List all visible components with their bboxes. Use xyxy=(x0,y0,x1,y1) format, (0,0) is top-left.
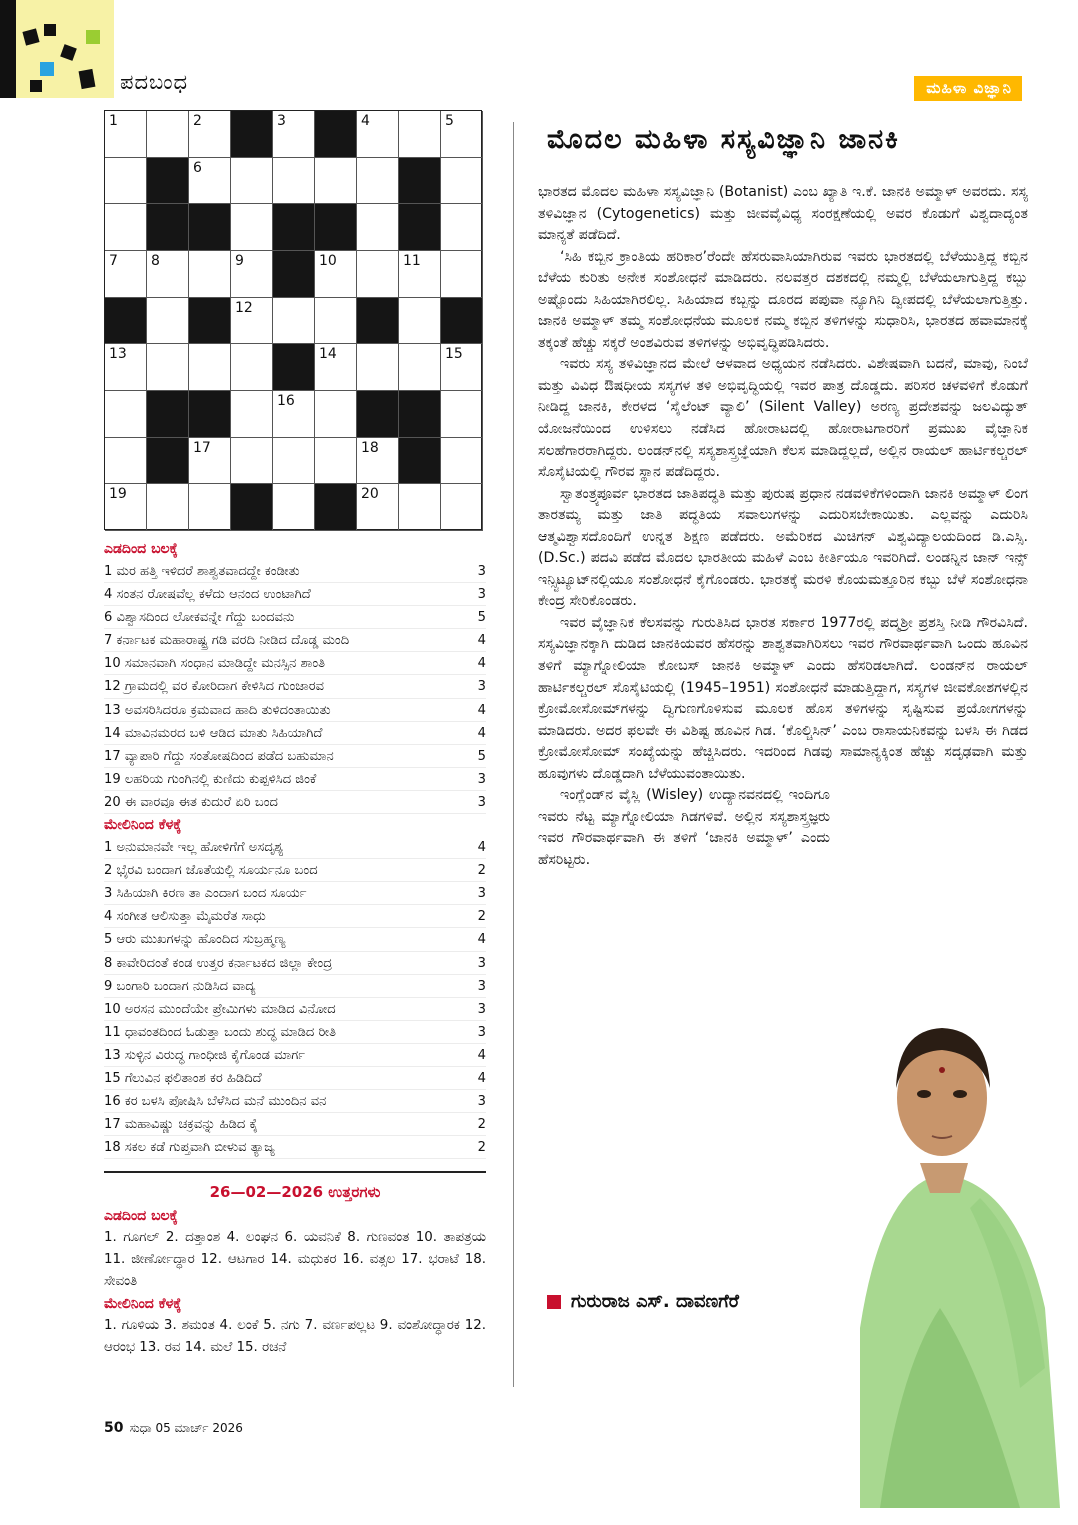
grid-cell[interactable] xyxy=(315,438,357,485)
grid-cell[interactable] xyxy=(231,251,273,298)
clue-item xyxy=(104,745,486,768)
grid-cell[interactable] xyxy=(273,438,315,485)
grid-cell[interactable] xyxy=(273,298,315,345)
clue-item xyxy=(104,1113,486,1136)
grid-cell[interactable] xyxy=(273,111,315,158)
clue-text: 11 ಧಾವಂತದಿಂದ ಓಡುತ್ತಾ ಬಂದು ಶುದ್ಧ ಮಾಡಿದ ರೀತಿ xyxy=(104,1024,337,1040)
byline-author: ಗುರುರಾಜ ಎಸ್. ದಾವಣಗೆರೆ xyxy=(571,1291,739,1312)
clue-item xyxy=(104,560,486,583)
cell-number: 14 xyxy=(319,346,337,363)
cell-number: 8 xyxy=(151,253,160,269)
black-cell xyxy=(399,391,441,438)
black-cell xyxy=(189,298,231,345)
clues-panel xyxy=(104,538,486,1359)
grid-cell[interactable] xyxy=(441,158,483,205)
clue-item xyxy=(104,1067,486,1090)
across-clue-list xyxy=(104,560,486,814)
clue-text: 4 ಸಂಗೀತ ಆಲಿಸುತ್ತಾ ಮೈಮರೆತ ಸಾಧು xyxy=(104,909,266,925)
page-number: 50 xyxy=(104,1420,124,1436)
grid-cell[interactable] xyxy=(273,158,315,205)
grid-cell[interactable] xyxy=(357,158,399,205)
clue-item xyxy=(104,1090,486,1113)
grid-cell[interactable] xyxy=(357,111,399,158)
section-tag: ಮಹಿಳಾ ವಿಜ್ಞಾನಿ xyxy=(914,76,1022,101)
black-cell xyxy=(399,438,441,485)
grid-cell[interactable] xyxy=(315,344,357,391)
grid-cell[interactable] xyxy=(441,111,483,158)
grid-cell[interactable] xyxy=(147,111,189,158)
clue-length: 3 xyxy=(477,1024,486,1040)
cell-number: 2 xyxy=(193,113,202,129)
clue-text: 17 ವ್ಯಾಪಾರಿ ಗೆದ್ದು ಸಂತೋಷದಿಂದ ಪಡೆದ ಬಹುಮಾನ xyxy=(104,748,334,764)
grid-cell[interactable] xyxy=(441,484,483,531)
grid-cell[interactable] xyxy=(315,158,357,205)
grid-cell[interactable] xyxy=(399,484,441,531)
grid-cell[interactable] xyxy=(105,158,147,205)
grid-cell[interactable] xyxy=(315,251,357,298)
clue-item xyxy=(104,975,486,998)
grid-cell[interactable] xyxy=(399,111,441,158)
black-cell xyxy=(441,298,483,345)
cell-number: 16 xyxy=(277,393,295,409)
answers-down-text: 1. ಗೂಳಿಯ 3. ಶಮಂತ 4. ಲಂಕೆ 5. ನಗು 7. ವರ್ಣಪಲ್ಲಟ 9. ವಂಶೋದ್ಧಾರಕ 12. ಆರಂಭ 13. ರವ 14. ಮಲೆ 15. ರಚನೆ xyxy=(104,1318,486,1356)
clue-length: 4 xyxy=(477,633,486,649)
cell-number: 7 xyxy=(109,253,118,269)
grid-cell[interactable] xyxy=(357,344,399,391)
clue-length: 3 xyxy=(477,978,486,994)
grid-cell[interactable] xyxy=(357,438,399,485)
clue-length: 5 xyxy=(477,748,486,764)
logo-square xyxy=(86,30,100,44)
clue-item xyxy=(104,1136,486,1159)
portrait-photo xyxy=(820,948,1060,1508)
section-title: ಪದಬಂಧ xyxy=(120,70,189,94)
clue-text: 5 ಆರು ಮುಖಗಳನ್ನು ಹೊಂದಿದ ಸುಬ್ರಹ್ಮಣ್ಯ xyxy=(104,932,286,948)
clue-item xyxy=(104,905,486,928)
clue-length: 4 xyxy=(477,725,486,741)
clue-text: 4 ಸಂತನ ರೋಷವೆಲ್ಲ ಕಳೆದು ಆನಂದ ಉಂಟಾಗಿದೆ xyxy=(104,587,311,603)
grid-cell[interactable] xyxy=(273,484,315,531)
grid-cell[interactable] xyxy=(441,251,483,298)
clue-text: 20 ಈ ವಾರವೂ ಈತ ಕುದುರೆ ಏರಿ ಬಂದ xyxy=(104,794,278,810)
article-paragraph: ಸ್ವಾತಂತ್ರ್ಯಪೂರ್ವ ಭಾರತದ ಜಾತಿಪದ್ಧತಿ ಮತ್ತು ಪುರುಷ ಪ್ರಧಾನ ನಡವಳಿಕೆಗಳಿಂದಾಗಿ ಜಾನಕಿ ಅಮ್ಮಾಳ್ ಲಿಂಗ ತಾರತಮ್ಯ ಮತ್ತು ಜಾತಿ ಪದ್ಧತಿಯ ಸವಾಲುಗಳನ್ನು ಎದುರಿಸಬೇಕಾಯಿತು. ಎಲ್ಲವನ್ನು ಎದುರಿಸಿ ಆತ್ಮವಿಶ್ವಾಸದೊಂದಿಗೆ ಉನ್ನತ ಶಿಕ್ಷಣ ಪಡೆದರು. ಅಮೆರಿಕದ ಮಿಚಿಗನ್ ವಿಶ್ವವಿದ್ಯಾಲಯದಿಂದ ಡಿ.ಎಸ್ಸಿ. (D.Sc.) ಪದವಿ ಪಡೆದ ಮೊದಲ ಭಾರತೀಯ ಮಹಿಳೆ ಎಂಬ ಕೀರ್ತಿಯೂ ಇವರಿಗಿದೆ. ಲಂಡನ್ನಿನ ಜಾನ್ ಇನ್ಸ್ ಇನ್ಸ್ಟಿಟ್ಯೂಟ್‌ನಲ್ಲಿಯೂ ಸಂಶೋಧನೆ ಕೈಗೊಂಡರು. ಭಾರತಕ್ಕೆ ಮರಳಿ ಕೊಯಮತ್ತೂರಿನ ಕಬ್ಬು ಬೆಳೆ ಸಂಶೋಧನಾ ಕೇಂದ್ರ ಸೇರಿಕೊಂಡರು. xyxy=(538,485,1028,610)
black-cell xyxy=(147,158,189,205)
grid-cell[interactable] xyxy=(357,204,399,251)
clue-text: 1 ಅನುಮಾನವೇ ಇಲ್ಲ ಹೋಳಿಗೆಗೆ ಅಸದೃಶ್ಯ xyxy=(104,840,284,856)
black-cell xyxy=(273,344,315,391)
clue-text: 10 ಅರಸನ ಮುಂದೆಯೇ ಪ್ರೇಮಿಗಳು ಮಾಡಿದ ವಿನೋದ xyxy=(104,1001,336,1017)
grid-cell[interactable] xyxy=(441,344,483,391)
section-logo xyxy=(0,0,114,98)
page-footer xyxy=(104,1420,243,1436)
grid-cell[interactable] xyxy=(315,298,357,345)
clue-item xyxy=(104,606,486,629)
clue-length: 3 xyxy=(477,955,486,971)
clue-length: 4 xyxy=(477,840,486,856)
grid-cell[interactable] xyxy=(399,251,441,298)
grid-cell[interactable] xyxy=(189,344,231,391)
across-heading: ಎಡದಿಂದ ಬಲಕ್ಕೆ xyxy=(104,541,178,557)
clue-text: 18 ಸಕಲ ಕಡೆ ಗುಪ್ತವಾಗಿ ಬೀಳುವ ತ್ಯಾಜ್ಯ xyxy=(104,1140,275,1156)
grid-cell[interactable] xyxy=(231,298,273,345)
grid-cell[interactable] xyxy=(189,158,231,205)
cell-number: 19 xyxy=(109,486,127,503)
grid-cell[interactable] xyxy=(231,438,273,485)
grid-cell[interactable] xyxy=(105,251,147,298)
grid-cell[interactable] xyxy=(105,391,147,438)
clue-text: 10 ಸಮಾನವಾಗಿ ಸಂಧಾನ ಮಾಡಿದ್ದೇ ಮನಸ್ಸಿನ ಶಾಂತಿ xyxy=(104,656,326,672)
black-cell xyxy=(147,438,189,485)
down-clue-list xyxy=(104,836,486,1159)
clue-text: 8 ಕಾವೇರಿದಂತೆ ಕಂಡ ಉತ್ತರ ಕರ್ನಾಟಕದ ಜಿಲ್ಲಾ ಕೇಂದ್ರ xyxy=(104,955,333,971)
black-cell xyxy=(357,391,399,438)
grid-cell[interactable] xyxy=(147,484,189,531)
grid-cell[interactable] xyxy=(357,484,399,531)
grid-cell[interactable] xyxy=(105,484,147,531)
cell-number: 17 xyxy=(193,439,211,456)
clue-length: 3 xyxy=(477,794,486,810)
clue-length: 2 xyxy=(477,863,486,879)
clue-text: 6 ವಿಶ್ವಾಸದಿಂದ ಲೋಕವನ್ನೇ ಗೆದ್ದು ಬಂದವನು xyxy=(104,610,295,626)
cell-number: 15 xyxy=(445,346,463,363)
grid-cell[interactable] xyxy=(441,438,483,485)
black-cell xyxy=(315,484,357,531)
clue-item xyxy=(104,952,486,975)
article-paragraph: ಭಾರತದ ಮೊದಲ ಮಹಿಳಾ ಸಸ್ಯವಿಜ್ಞಾನಿ (Botanist) ಎಂಬ ಖ್ಯಾತಿ ಇ.ಕೆ. ಜಾನಕಿ ಅಮ್ಮಾಳ್ ಅವರದು. ಸಸ್ಯ ತಳಿವಿಜ್ಞಾನ (Cytogenetics) ಮತ್ತು ಜೀವವೈವಿಧ್ಯ ಸಂರಕ್ಷಣೆಯಲ್ಲಿ ಅವರ ಕೊಡುಗೆ ವಿಶ್ವದಾದ್ಯಂತ ಮಾನ್ಯತೆ ಪಡೆದಿದೆ. xyxy=(538,184,1028,244)
cell-number: 6 xyxy=(193,159,202,176)
clue-item xyxy=(104,791,486,814)
grid-cell[interactable] xyxy=(105,111,147,158)
grid-cell[interactable] xyxy=(105,204,147,251)
clue-length: 5 xyxy=(477,610,486,626)
grid-cell[interactable] xyxy=(399,298,441,345)
grid-cell[interactable] xyxy=(231,391,273,438)
clue-text: 17 ಮಹಾವಿಷ್ಣು ಚಕ್ರವನ್ನು ಹಿಡಿದ ಕೈ xyxy=(104,1117,259,1133)
logo-square xyxy=(44,24,56,36)
logo-square xyxy=(22,28,39,45)
clue-length: 3 xyxy=(477,564,486,579)
clue-item xyxy=(104,1021,486,1044)
clue-length: 4 xyxy=(477,1047,486,1063)
black-cell xyxy=(105,298,147,345)
byline-marker xyxy=(547,1295,561,1309)
black-cell xyxy=(147,391,189,438)
black-cell xyxy=(273,204,315,251)
clue-length: 4 xyxy=(477,702,486,718)
clue-item xyxy=(104,836,486,859)
cell-number: 1 xyxy=(109,113,118,129)
grid-cell[interactable] xyxy=(315,391,357,438)
clue-text: 19 ಲಹರಿಯ ಗುಂಗಿನಲ್ಲಿ ಕುಣಿದು ಕುಪ್ಪಳಿಸಿದ ಜಿಂಕೆ xyxy=(104,771,317,787)
cell-number: 3 xyxy=(277,113,286,129)
clue-length: 2 xyxy=(477,1140,486,1156)
black-cell xyxy=(315,111,357,158)
clue-text: 15 ಗೆಲುವಿನ ಫಲಿತಾಂಶ ಕರ ಹಿಡಿದಿದೆ xyxy=(104,1070,262,1086)
grid-cell[interactable] xyxy=(357,251,399,298)
black-cell xyxy=(231,111,273,158)
clue-text: 14 ಮಾವಿನಮರದ ಬಳಿ ಆಡಿದ ಮಾತು ಸಿಹಿಯಾಗಿದೆ xyxy=(104,725,323,741)
logo-bar xyxy=(0,0,16,98)
cell-number: 4 xyxy=(361,113,370,129)
black-cell xyxy=(147,204,189,251)
cell-number: 13 xyxy=(109,346,127,363)
cell-number: 5 xyxy=(445,113,454,129)
clue-length: 3 xyxy=(477,1094,486,1110)
grid-cell[interactable] xyxy=(105,438,147,485)
black-cell xyxy=(357,298,399,345)
logo-square xyxy=(30,80,42,92)
article-paragraph: ಇವರು ಸಸ್ಯ ತಳಿವಿಜ್ಞಾನದ ಮೇಲೆ ಆಳವಾದ ಅಧ್ಯಯನ ನಡೆಸಿದರು. ವಿಶೇಷವಾಗಿ ಬದನೆ, ಮಾವು, ನಿಂಬೆ ಮತ್ತು ವಿವಿಧ ಔಷಧೀಯ ಸಸ್ಯಗಳ ತಳಿ ಅಭಿವೃದ್ಧಿಯಲ್ಲಿ ಇವರ ಪಾತ್ರ ದೊಡ್ಡದು. ಪರಿಸರ ಚಳವಳಿಗೆ ಕೊಡುಗೆ ನೀಡಿದ್ದ ಜಾನಕಿ, ಕೇರಳದ ‘ಸೈಲೆಂಟ್ ವ್ಯಾಲಿ’ (Silent Valley) ಅರಣ್ಯ ಪ್ರದೇಶವನ್ನು ಜಲವಿದ್ಯುತ್ ಯೋಜನೆಯಿಂದ ಉಳಿಸಲು ನಡೆಸಿದ ಹೋರಾಟದಲ್ಲಿ ಹೋರಾಟಗಾರರಿಗೆ ಪ್ರಮುಖ ವೈಜ್ಞಾನಿಕ ಸಲಹೆಗಾರರಾಗಿದ್ದರು. ಲಂಡನ್‌ನಲ್ಲಿ ಸಸ್ಯಶಾಸ್ತ್ರಜ್ಞೆಯಾಗಿ ಕೆಲಸ ಮಾಡಿದ್ದಲ್ಲದೆ, ಅಲ್ಲಿನ ರಾಯಲ್ ಹಾರ್ಟಿಕಲ್ಚರಲ್ ಸೊಸೈಟಿಯಲ್ಲಿ ಗೌರವ ಸ್ಥಾನ ಪಡೆದಿದ್ದರು. xyxy=(538,356,1028,481)
cell-number: 20 xyxy=(361,486,379,503)
black-cell xyxy=(231,484,273,531)
logo-square xyxy=(40,62,54,76)
clue-length: 3 xyxy=(477,679,486,695)
cell-number: 10 xyxy=(319,253,337,269)
clue-item xyxy=(104,675,486,698)
grid-cell[interactable] xyxy=(105,344,147,391)
clue-length: 2 xyxy=(477,1117,486,1133)
down-heading: ಮೇಲಿನಿಂದ ಕೆಳಕ್ಕೆ xyxy=(104,817,182,834)
grid-cell[interactable] xyxy=(189,111,231,158)
divider xyxy=(104,1171,486,1173)
clue-length: 2 xyxy=(477,909,486,925)
article-title: ಮೊದಲ ಮಹಿಳಾ ಸಸ್ಯವಿಜ್ಞಾನಿ ಜಾನಕಿ xyxy=(547,124,900,155)
logo-square xyxy=(60,44,77,61)
article-paragraph: ಇವರ ವೈಜ್ಞಾನಿಕ ಕೆಲಸವನ್ನು ಗುರುತಿಸಿದ ಭಾರತ ಸರ್ಕಾರ 1977ರಲ್ಲಿ ಪದ್ಮಶ್ರೀ ಪ್ರಶಸ್ತಿ ನೀಡಿ ಗೌರವಿಸಿದೆ. ಸಸ್ಯವಿಜ್ಞಾನಕ್ಕಾಗಿ ದುಡಿದ ಜಾನಕಿಯವರ ಹೆಸರನ್ನು ಶಾಶ್ವತವಾಗಿರಿಸಲು ಇವರ ಗೌರವಾರ್ಥವಾಗಿ ಒಂದು ಹೂವಿನ ತಳಿಗೆ ಮ್ಯಾಗ್ನೋಲಿಯಾ ಕೋಬಸ್ ಜಾನಕಿ ಅಮ್ಮಾಳ್ ಎಂದು ಹೆಸರಿಡಲಾಗಿದೆ. ಲಂಡನ್‌ನ ರಾಯಲ್ ಹಾರ್ಟಿಕಲ್ಚರಲ್ ಸೊಸೈಟಿಯಲ್ಲಿ (1945–1951) ಸಂಶೋಧನೆ ಮಾಡುತ್ತಿದ್ದಾಗ, ಸಸ್ಯಗಳ ಜೀವಕೋಶಗಳಲ್ಲಿನ ಕ್ರೋಮೋಸೋಮ್‌ಗಳನ್ನು ದ್ವಿಗುಣಗೊಳಿಸುವ ಮೂಲಕ ಹೊಸ ತಳಿಗಳನ್ನು ಸೃಷ್ಟಿಸುವ ಪ್ರಯೋಗಗಳನ್ನು ಮಾಡಿದರು. ಅದರ ಫಲವೇ ಈ ವಿಶಿಷ್ಟ ಹೂವಿನ ಗಿಡ. ‘ಕೊಲ್ಚಿಸಿನ್’ ಎಂಬ ರಾಸಾಯನಿಕವನ್ನು ಬಳಸಿ ಈ ಗಿಡದ ಕ್ರೋಮೋಸೋಮ್ ಸಂಖ್ಯೆಯನ್ನು ಹೆಚ್ಚಿಸಿದರು. ಇದರಿಂದ ಗಿಡವು ಸಾಮಾನ್ಯಕ್ಕಿಂತ ಹೆಚ್ಚು ಸದೃಢವಾಗಿ ಮತ್ತು ಹೂವುಗಳು ದೊಡ್ಡದಾಗಿ ಬೆಳೆಯುವಂತಾಯಿತು. xyxy=(538,614,1028,782)
clue-item xyxy=(104,768,486,791)
black-cell xyxy=(315,204,357,251)
clue-length: 4 xyxy=(477,932,486,948)
cell-number: 12 xyxy=(235,299,253,316)
grid-cell[interactable] xyxy=(147,298,189,345)
clue-text: 16 ಕರ ಬಳಸಿ ಪೋಷಿಸಿ ಬೆಳೆಸಿದ ಮನೆ ಮುಂದಿನ ವನ xyxy=(104,1094,327,1110)
grid-cell[interactable] xyxy=(441,204,483,251)
clue-item xyxy=(104,859,486,882)
publication-info: ಸುಧಾ 05 ಮಾರ್ಚ್ 2026 xyxy=(129,1421,243,1435)
article-paragraph: ‘ಸಿಹಿ ಕಬ್ಬಿನ ಕ್ರಾಂತಿಯ ಹರಿಕಾರ’ರೆಂದೇ ಹೆಸರುವಾಸಿಯಾಗಿರುವ ಇವರು ಭಾರತದಲ್ಲಿ ಬೆಳೆಯುತ್ತಿದ್ದ ಕಬ್ಬಿನ ಬೆಳೆಯ ಕುರಿತು ಅನೇಕ ಸಂಶೋಧನೆ ಮಾಡಿದರು. ನಲವತ್ತರ ದಶಕದಲ್ಲಿ ನಮ್ಮಲ್ಲಿ ಬೆಳೆಯಲಾಗುತ್ತಿದ್ದ ಕಬ್ಬು ಅಷ್ಟೊಂದು ಸಿಹಿಯಾಗಿರಲಿಲ್ಲ. ಸಿಹಿಯಾದ ಕಬ್ಬನ್ನು ದೂರದ ಪಪುವಾ ನ್ಯೂಗಿನಿ ದ್ವೀಪದಲ್ಲಿ ಬೆಳೆಯಲಾಗುತ್ತಿತ್ತು. ಜಾನಕಿ ಅಮ್ಮಾಳ್ ತಮ್ಮ ಸಂಶೋಧನೆಯ ಮೂಲಕ ನಮ್ಮ ಕಬ್ಬಿನ ತಳಿಗಳನ್ನು ಸುಧಾರಿಸಿ, ಭಾರತದ ಹವಾಮಾನಕ್ಕೆ ತಕ್ಕಂತೆ ಹೆಚ್ಚು ಸಕ್ಕರೆ ಅಂಶವಿರುವ ತಳಿಗಳನ್ನು ಅಭಿವೃದ್ಧಿಪಡಿಸಿದರು. xyxy=(538,248,1028,351)
article-paragraph: ಇಂಗ್ಲೆಂಡ್‌ನ ವೈಸ್ಲಿ (Wisley) ಉದ್ಯಾನವನದಲ್ಲಿ ಇಂದಿಗೂ ಇವರು ನೆಟ್ಟ ಮ್ಯಾಗ್ನೋಲಿಯಾ ಗಿಡಗಳಿವೆ. ಅಲ್ಲಿನ ಸಸ್ಯಶಾಸ್ತ್ರಜ್ಞರು ಇವರ ಗೌರವಾರ್ಥವಾಗಿ ಈ ತಳಿಗೆ ‘ಜಾನಕಿ ಅಮ್ಮಾಳ್’ ಎಂದು ಹೆಸರಿಟ್ಟರು. xyxy=(538,787,830,868)
grid-cell[interactable] xyxy=(189,251,231,298)
answers-across-heading: ಎಡದಿಂದ ಬಲಕ್ಕೆ xyxy=(104,1208,178,1225)
grid-cell[interactable] xyxy=(399,344,441,391)
clue-length: 3 xyxy=(477,771,486,787)
grid-cell[interactable] xyxy=(231,204,273,251)
clue-item xyxy=(104,699,486,722)
clue-item xyxy=(104,1044,486,1067)
cell-number: 9 xyxy=(235,253,244,269)
crossword-grid xyxy=(104,110,482,530)
grid-cell[interactable] xyxy=(273,391,315,438)
grid-cell[interactable] xyxy=(147,251,189,298)
black-cell xyxy=(399,204,441,251)
logo-square xyxy=(79,69,96,89)
column-divider xyxy=(513,122,514,1387)
black-cell xyxy=(189,204,231,251)
grid-cell[interactable] xyxy=(441,391,483,438)
clue-text: 1 ಮರ ಹತ್ತಿ ಇಳಿದರೆ ಶಾಶ್ವತವಾದದ್ದೇ ಕಂಡೀತು xyxy=(104,564,300,579)
article-body xyxy=(538,182,1028,872)
byline xyxy=(547,1291,739,1312)
clue-length: 3 xyxy=(477,886,486,902)
clue-item xyxy=(104,583,486,606)
black-cell xyxy=(399,158,441,205)
clue-text: 13 ಸುಳ್ಳಿನ ವಿರುದ್ಧ ಗಾಂಧೀಜಿ ಕೈಗೊಂಡ ಮಾರ್ಗ xyxy=(104,1047,306,1063)
grid-cell[interactable] xyxy=(189,438,231,485)
clue-item xyxy=(104,629,486,652)
grid-cell[interactable] xyxy=(231,158,273,205)
clue-item xyxy=(104,722,486,745)
clue-text: 7 ಕರ್ನಾಟಕ ಮಹಾರಾಷ್ಟ್ರ ಗಡಿ ವರದಿ ನೀಡಿದ ದೊಡ್ಡ ಮಂದಿ xyxy=(104,633,350,649)
clue-item xyxy=(104,928,486,951)
clue-text: 13 ಅವಸರಿಸಿದರೂ ಕ್ರಮವಾದ ಹಾದಿ ತುಳಿದಂತಾಯಿತು xyxy=(104,702,331,718)
clue-length: 3 xyxy=(477,1001,486,1017)
clue-length: 4 xyxy=(477,656,486,672)
clue-item xyxy=(104,882,486,905)
black-cell xyxy=(273,251,315,298)
black-cell xyxy=(189,391,231,438)
answers-across-text: 1. ಗೂಗಲ್ 2. ದತ್ತಾಂಶ 4. ಲಂಘನ 6. ಯವನಿಕೆ 8. ಗುಣವಂತ 10. ತಾಪತ್ರಯ 11. ಜೀರ್ಣೋದ್ಧಾರ 12. ಆಟಗಾರ 14. ಮಧುಕರ 16. ವತ್ಸಲ 17. ಭರಾಟೆ 18. ಸೇವಂತಿ xyxy=(104,1230,486,1290)
clue-text: 12 ಗ್ರಾಮದಲ್ಲಿ ವರ ಕೋರಿದಾಗ ಕೇಳಿಸಿದ ಗುಂಜಾರವ xyxy=(104,679,325,695)
grid-cell[interactable] xyxy=(147,344,189,391)
answers-title: 26—02—2026 ಉತ್ತರಗಳು xyxy=(209,1183,381,1202)
clue-text: 9 ಬಂಗಾರಿ ಬಂದಾಗ ನುಡಿಸಿದ ವಾದ್ಯ xyxy=(104,978,256,994)
clue-text: 3 ಸಿಹಿಯಾಗಿ ಕಿರಣ ತಾ ಎಂದಾಗ ಬಂದ ಸೂರ್ಯ xyxy=(104,886,307,902)
clue-text: 2 ಭೈರವಿ ಬಂದಾಗ ಜೊತೆಯಲ್ಲಿ ಸೂರ್ಯನೂ ಬಂದ xyxy=(104,863,318,879)
cell-number: 18 xyxy=(361,439,379,456)
clue-length: 3 xyxy=(477,587,486,603)
clue-length: 4 xyxy=(477,1070,486,1086)
grid-cell[interactable] xyxy=(189,484,231,531)
clue-item xyxy=(104,652,486,675)
grid-cell[interactable] xyxy=(231,344,273,391)
answers-down-heading: ಮೇಲಿನಿಂದ ಕೆಳಕ್ಕೆ xyxy=(104,1296,182,1313)
cell-number: 11 xyxy=(403,253,421,269)
clue-item xyxy=(104,998,486,1021)
